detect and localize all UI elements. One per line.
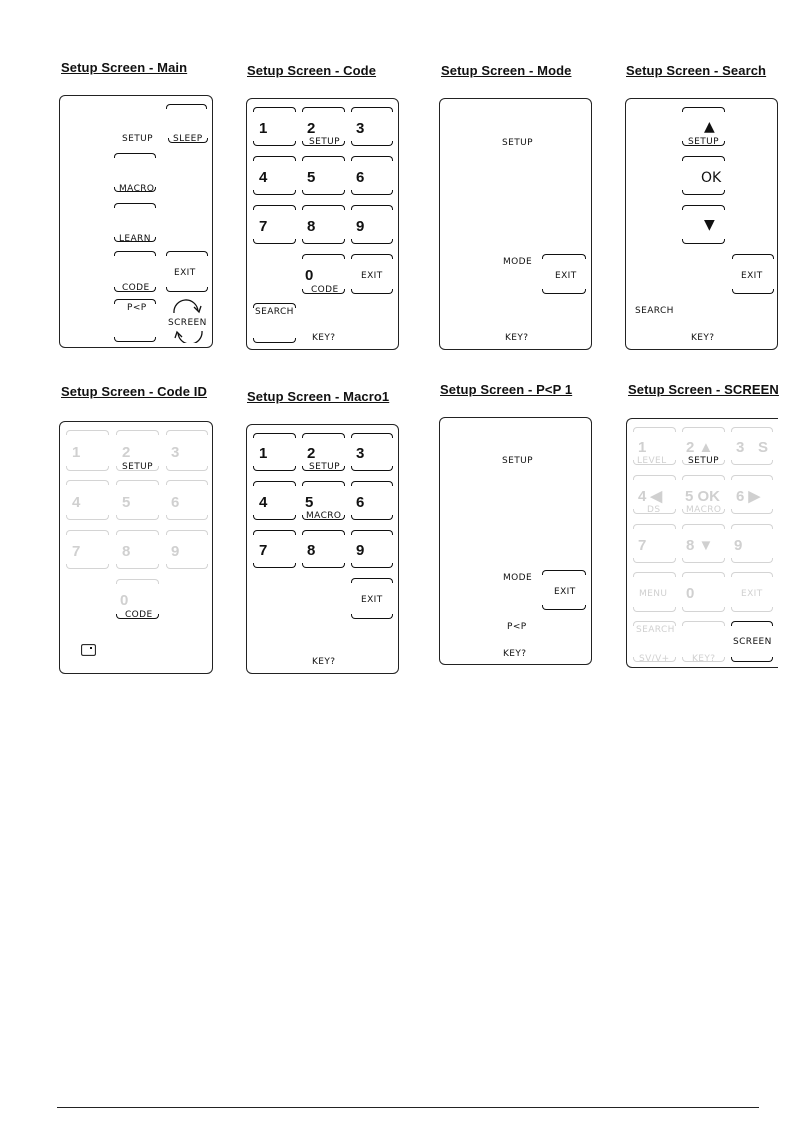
key-bracket [682, 475, 725, 480]
key-bracket [253, 563, 296, 568]
key-bracket [302, 107, 345, 112]
key-bracket [302, 254, 345, 259]
key-bracket [351, 254, 393, 259]
code-bracket [114, 287, 156, 292]
key-bracket [253, 466, 296, 471]
key-bracket [166, 480, 208, 485]
key-bracket [351, 141, 393, 146]
exit-bracket-bottom [166, 287, 208, 292]
key-1[interactable]: 1 [72, 444, 81, 461]
key-bracket [682, 572, 725, 577]
exit-button[interactable]: EXIT [554, 587, 576, 597]
key-bracket [731, 427, 773, 432]
key-bracket [116, 515, 159, 520]
macro-label[interactable]: MACRO [686, 505, 722, 515]
key-bracket [682, 239, 725, 244]
key-bracket [633, 572, 676, 577]
key-3[interactable]: 3 [356, 120, 365, 137]
key-3[interactable]: 3 [736, 439, 745, 456]
key-bracket [682, 205, 725, 210]
key-bracket [66, 515, 109, 520]
key-bracket [682, 190, 725, 195]
key-bracket [253, 433, 296, 438]
exit-bracket [351, 578, 393, 583]
key-2[interactable]: 2 [307, 120, 316, 137]
key-7[interactable]: 7 [259, 218, 268, 235]
key-bracket [253, 481, 296, 486]
search-button[interactable]: SEARCH [255, 307, 294, 317]
key-bracket [682, 107, 725, 112]
key-bracket [166, 515, 208, 520]
key-bracket [253, 239, 296, 244]
key-7[interactable]: 7 [259, 542, 268, 559]
key-9[interactable]: 9 [734, 537, 743, 554]
blank-button[interactable] [114, 251, 156, 256]
setup-label: SETUP [122, 134, 153, 144]
key-bracket [116, 614, 159, 619]
key-6[interactable]: 6 [356, 169, 365, 186]
pp-button[interactable]: P<P [127, 303, 147, 313]
key-bracket [731, 657, 773, 662]
screen-code-id [59, 421, 213, 674]
title-mode: Setup Screen - Mode [441, 63, 572, 78]
setup-label[interactable]: SETUP [688, 137, 719, 147]
key-bracket [351, 156, 393, 161]
key-bracket [351, 515, 393, 520]
menu-label[interactable]: MENU [639, 589, 668, 599]
screen-button[interactable]: SCREEN [733, 637, 772, 647]
key-bracket [302, 141, 345, 146]
exit-button[interactable]: EXIT [361, 271, 383, 281]
key-bracket [682, 141, 725, 146]
key-bracket [731, 509, 773, 514]
key-bracket [731, 460, 773, 465]
key-bracket [302, 466, 345, 471]
key-bracket [682, 558, 725, 563]
key-bracket [166, 466, 208, 471]
key-bracket [116, 466, 159, 471]
setup-label[interactable]: SETUP [309, 137, 340, 147]
svv-label[interactable]: SV/V+ [639, 654, 670, 664]
title-pp1: Setup Screen - P<P 1 [440, 382, 573, 397]
blank-button[interactable] [114, 203, 156, 208]
key-bracket [302, 190, 345, 195]
key-bracket [302, 289, 345, 294]
key-9[interactable]: 9 [356, 542, 365, 559]
blank-button[interactable] [114, 153, 156, 158]
key-bracket [302, 563, 345, 568]
learn-bracket [114, 237, 156, 242]
pp-label[interactable]: P<P [507, 622, 527, 632]
footer-rule [57, 1107, 759, 1108]
key-5[interactable]: 5 [307, 169, 316, 186]
pp-bracket-bottom [114, 337, 156, 342]
exit-bracket-bottom [351, 614, 393, 619]
search-label[interactable]: SEARCH [636, 625, 675, 635]
key-prompt: KEY? [312, 657, 336, 667]
key-bracket [351, 289, 393, 294]
mode-label[interactable]: MODE [503, 257, 533, 267]
key-bracket [351, 481, 393, 486]
key-bracket [633, 475, 676, 480]
key-bracket [633, 524, 676, 529]
key-bracket [166, 564, 208, 569]
exit-bracket-bottom [542, 605, 586, 610]
key-bracket [633, 558, 676, 563]
learn-button[interactable]: LEARN [119, 234, 151, 244]
key-8[interactable]: 8 [307, 218, 316, 235]
sleep-bracket [168, 138, 208, 143]
key-bracket [66, 564, 109, 569]
code-button[interactable]: CODE [122, 283, 150, 293]
title-code: Setup Screen - Code [247, 63, 377, 78]
key-bracket [351, 205, 393, 210]
key-bracket [302, 433, 345, 438]
key-bracket [351, 239, 393, 244]
macro-label[interactable]: MACRO [306, 511, 342, 521]
key-bracket [166, 530, 208, 535]
key-bracket [253, 141, 296, 146]
exit-button[interactable]: EXIT [361, 595, 383, 605]
key-0[interactable]: 0 [305, 267, 314, 284]
key-bracket [253, 205, 296, 210]
setup-label[interactable]: SETUP [502, 138, 533, 148]
key-bracket [731, 572, 773, 577]
key-bracket [66, 466, 109, 471]
info-icon [81, 644, 96, 656]
key-bracket [351, 466, 393, 471]
key-5-ok[interactable]: 5 OK [685, 488, 721, 505]
key-2-up[interactable]: 2 ▲ [686, 439, 714, 456]
key-bracket [682, 460, 725, 465]
key-bracket [633, 427, 676, 432]
key-bracket [682, 509, 725, 514]
key-5[interactable]: 5 [305, 494, 314, 511]
key-bracket [731, 524, 773, 529]
key-bracket [253, 190, 296, 195]
key-bracket [351, 190, 393, 195]
screen-screen [626, 418, 778, 668]
key-0[interactable]: 0 [120, 592, 129, 609]
key-bracket [682, 607, 725, 612]
setup-label[interactable]: SETUP [309, 462, 340, 472]
exit-bracket [166, 251, 208, 256]
key-bracket [66, 430, 109, 435]
screen-pp1 [439, 417, 592, 665]
key-bracket [116, 564, 159, 569]
key-4[interactable]: 4 [259, 494, 268, 511]
setup-label[interactable]: SETUP [122, 462, 153, 472]
screen-main [59, 95, 213, 348]
screen-search [625, 98, 778, 350]
mode-label[interactable]: MODE [503, 573, 533, 583]
key-bracket [633, 460, 676, 465]
key-7[interactable]: 7 [72, 543, 81, 560]
key-bracket [166, 430, 208, 435]
key-4[interactable]: 4 [259, 169, 268, 186]
key-5[interactable]: 5 [122, 494, 131, 511]
key-bracket [253, 107, 296, 112]
key-1[interactable]: 1 [638, 439, 647, 456]
key-8[interactable]: 8 [307, 542, 316, 559]
key-2[interactable]: 2 [122, 444, 131, 461]
key-8-down[interactable]: 8 ▼ [686, 537, 714, 554]
key-6[interactable]: 6 [356, 494, 365, 511]
key-prompt: KEY? [692, 654, 716, 664]
code-label[interactable]: CODE [125, 610, 153, 620]
key-7[interactable]: 7 [638, 537, 647, 554]
key-9[interactable]: 9 [171, 543, 180, 560]
key-bracket [682, 621, 725, 626]
key-bracket [731, 558, 773, 563]
search-label[interactable]: SEARCH [635, 306, 674, 316]
key-prompt: KEY? [312, 333, 336, 343]
title-macro1: Setup Screen - Macro1 [247, 389, 390, 404]
key-0[interactable]: 0 [686, 585, 695, 602]
exit-bracket-bottom [542, 289, 586, 294]
key-bracket [351, 530, 393, 535]
key-bracket [682, 156, 725, 161]
key-bracket [253, 515, 296, 520]
exit-button[interactable]: EXIT [741, 271, 763, 281]
screen-mode [439, 98, 592, 350]
key-bracket [302, 205, 345, 210]
key-prompt: KEY? [505, 333, 529, 343]
key-s[interactable]: S [758, 439, 769, 456]
key-4[interactable]: 4 [72, 494, 81, 511]
key-1[interactable]: 1 [259, 445, 268, 462]
key-bracket [302, 515, 345, 520]
exit-bracket-bottom [732, 289, 774, 294]
exit-label[interactable]: EXIT [741, 589, 763, 599]
key-prompt: KEY? [691, 333, 715, 343]
key-bracket [302, 530, 345, 535]
title-search: Setup Screen - Search [626, 63, 767, 78]
key-3[interactable]: 3 [171, 444, 180, 461]
up-arrow-icon[interactable]: ▲ [704, 119, 715, 135]
key-bracket [116, 530, 159, 535]
title-screen: Setup Screen - SCREEN [628, 382, 779, 397]
key-3[interactable]: 3 [356, 445, 365, 462]
key-6[interactable]: 6 [171, 494, 180, 511]
key-bracket [253, 338, 296, 343]
exit-bracket [542, 254, 586, 259]
key-bracket [302, 481, 345, 486]
key-bracket [682, 427, 725, 432]
key-prompt: KEY? [503, 649, 527, 659]
key-8[interactable]: 8 [122, 543, 131, 560]
key-bracket [302, 239, 345, 244]
key-bracket [351, 563, 393, 568]
ds-label[interactable]: DS [647, 505, 661, 515]
key-bracket [731, 475, 773, 480]
key-bracket [731, 621, 773, 626]
key-bracket [351, 107, 393, 112]
macro-bracket [114, 187, 156, 192]
code-label[interactable]: CODE [311, 285, 339, 295]
title-main: Setup Screen - Main [61, 60, 188, 75]
key-bracket [731, 607, 773, 612]
key-9[interactable]: 9 [356, 218, 365, 235]
key-4-left[interactable]: 4 ◀ [638, 488, 663, 505]
key-bracket [633, 509, 676, 514]
key-bracket [682, 524, 725, 529]
down-arrow-icon[interactable]: ▼ [704, 217, 715, 233]
exit-button[interactable]: EXIT [555, 271, 577, 281]
macro-button[interactable]: MACRO [119, 184, 155, 194]
key-6-right[interactable]: 6 ▶ [736, 488, 761, 505]
blank-button[interactable] [166, 104, 207, 109]
key-bracket [351, 433, 393, 438]
key-bracket [66, 480, 109, 485]
key-bracket [682, 657, 725, 662]
screen-button[interactable]: SCREEN [168, 318, 207, 328]
key-bracket [633, 657, 676, 662]
level-label[interactable]: LEVEL [637, 456, 667, 466]
exit-bracket [732, 254, 774, 259]
key-2[interactable]: 2 [307, 445, 316, 462]
key-bracket [116, 480, 159, 485]
screen-macro1 [246, 424, 399, 674]
exit-button[interactable]: EXIT [174, 268, 196, 278]
key-bracket [66, 530, 109, 535]
key-bracket [116, 430, 159, 435]
sleep-button[interactable]: SLEEP [173, 134, 203, 144]
setup-label[interactable]: SETUP [502, 456, 533, 466]
key-1[interactable]: 1 [259, 120, 268, 137]
setup-label[interactable]: SETUP [688, 456, 719, 466]
screen-code [246, 98, 399, 350]
exit-bracket [542, 570, 586, 575]
key-bracket [253, 156, 296, 161]
key-bracket [633, 607, 676, 612]
key-bracket [253, 530, 296, 535]
title-code-id: Setup Screen - Code ID [61, 384, 207, 399]
key-bracket [302, 156, 345, 161]
key-bracket [116, 579, 159, 584]
ok-button[interactable]: OK [701, 170, 722, 186]
